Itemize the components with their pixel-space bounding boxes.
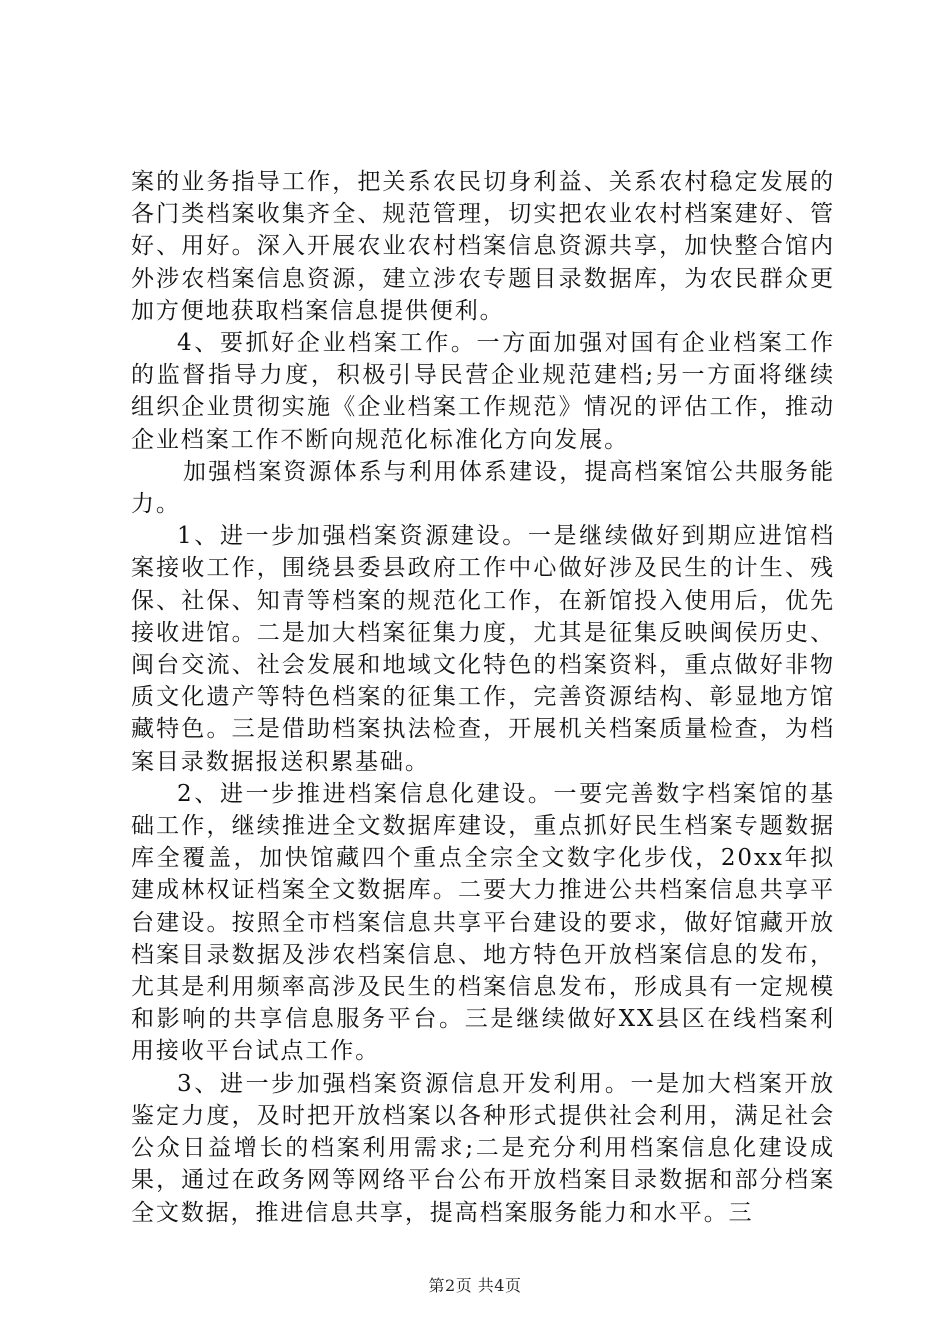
section-heading-paragraph: 加强档案资源体系与利用体系建设，提高档案馆公共服务能力。 [131, 458, 835, 518]
paragraph-enterprise-archives: 4、要抓好企业档案工作。一方面加强对国有企业档案工作的监督指导力度，积极引导民营企业规范建档;另一方面将继续组织企业贯彻实施《企业档案工作规范》情况的评估工作，推动企业档案工作不断向规范化标准化方向发展。 [131, 330, 835, 453]
paragraph-resource-building: 1、进一步加强档案资源建设。一是继续做好到期应进馆档案接收工作，围绕县委县政府工作中心做好涉及民生的计生、残保、社保、知青等档案的规范化工作，在新馆投入使用后，优先接收进馆。二是加大档案征集力度，尤其是征集反映闽侯历史、闽台交流、社会发展和地域文化特色的档案资料，重点做好非物质文化遗产等特色档案的征集工作，完善资源结构、彰显地方馆藏特色。三是借助档案执法检查，开展机关档案质量检查，为档案目录数据报送积累基础。 [131, 523, 835, 775]
paragraph-development-use: 3、进一步加强档案资源信息开发利用。一是加大档案开放鉴定力度，及时把开放档案以各种形式提供社会利用，满足社会公众日益增长的档案利用需求;二是充分利用档案信息化建设成果，通过在政务网等网络平台公布开放档案目录数据和部分档案全文数据，推进信息共享，提高档案服务能力和水平。三 [131, 1070, 835, 1226]
document-body [131, 166, 835, 1229]
page-footer: 第2页 共4页 [428, 1276, 522, 1295]
paragraph-informatization: 2、进一步推进档案信息化建设。一要完善数字档案馆的基础工作，继续推进全文数据库建设，重点抓好民生档案专题数据库全覆盖，加快馆藏四个重点全宗全文数字化步伐，20xx年拟建成林权证档案全文数据库。二要大力推进公共档案信息共享平台建设。按照全市档案信息共享平台建设的要求，做好馆藏开放档案目录数据及涉农档案信息、地方特色开放档案信息的发布，尤其是利用频率高涉及民生的档案信息发布，形成具有一定规模和影响的共享信息服务平台。三是继续做好XX县区在线档案利用接收平台试点工作。 [131, 780, 835, 1065]
paragraph-continuation: 案的业务指导工作，把关系农民切身利益、关系农村稳定发展的各门类档案收集齐全、规范管理，切实把农业农村档案建好、管好、用好。深入开展农业农村档案信息资源共享，加快整合馆内外涉农档案信息资源，建立涉农专题目录数据库，为农民群众更加方便地获取档案信息提供便利。 [131, 169, 835, 324]
